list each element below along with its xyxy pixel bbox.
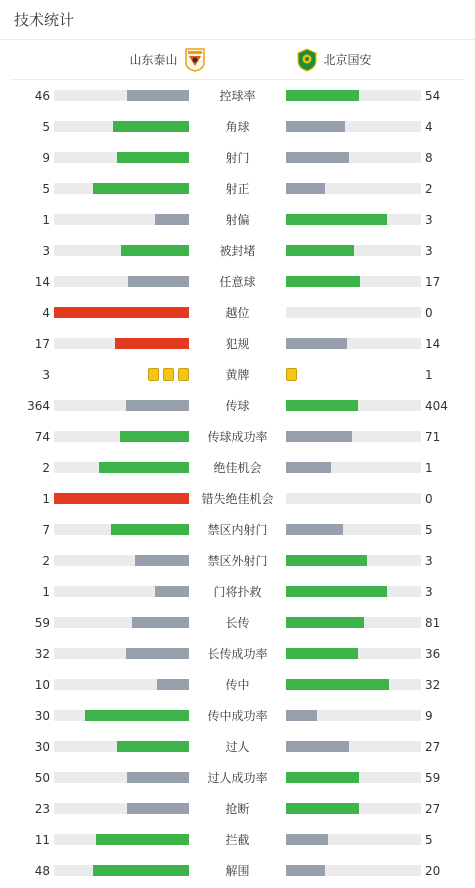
away-stat-value: 20 xyxy=(425,864,441,878)
away-stat-bar xyxy=(286,152,421,163)
away-stat-bar-fill xyxy=(286,555,367,566)
away-stat-value: 5 xyxy=(425,833,433,847)
home-stat-bar-fill xyxy=(111,524,189,535)
home-stat-bar xyxy=(54,617,189,628)
stat-label: 错失绝佳机会 xyxy=(201,492,274,506)
away-stat-bar-fill xyxy=(286,431,352,442)
stat-row xyxy=(0,427,475,447)
home-stat-value: 46 xyxy=(34,89,50,103)
away-stat-bar xyxy=(286,586,421,597)
home-stat-bar xyxy=(54,400,189,411)
away-stat-bar xyxy=(286,679,421,690)
away-stat-bar-fill xyxy=(286,183,325,194)
home-stat-bar-fill xyxy=(115,338,189,349)
stat-row xyxy=(0,303,475,323)
away-yellow-cards xyxy=(286,368,297,381)
home-stat-bar xyxy=(54,865,189,876)
home-stat-value: 364 xyxy=(27,399,50,413)
home-stat-bar xyxy=(54,245,189,256)
away-stat-bar-fill xyxy=(286,276,360,287)
stat-row xyxy=(0,551,475,571)
stat-label: 长传成功率 xyxy=(207,647,268,661)
home-stat-bar-fill xyxy=(132,617,189,628)
yellow-card-icon xyxy=(286,368,297,381)
stat-row xyxy=(0,613,475,633)
away-stat-value: 59 xyxy=(425,771,441,785)
away-stat-bar xyxy=(286,741,421,752)
stat-row xyxy=(0,737,475,757)
away-stat-bar-fill xyxy=(286,462,331,473)
stat-label: 传球成功率 xyxy=(207,430,268,444)
stat-row xyxy=(0,179,475,199)
away-stat-bar xyxy=(286,803,421,814)
home-stat-value: 59 xyxy=(34,616,50,630)
away-stat-bar xyxy=(286,276,421,287)
away-stat-bar-fill xyxy=(286,772,359,783)
away-team[interactable] xyxy=(238,48,466,72)
home-stat-bar xyxy=(54,586,189,597)
away-stat-value: 32 xyxy=(425,678,441,692)
stat-row xyxy=(0,86,475,106)
home-stat-value: 3 xyxy=(42,368,50,382)
stat-row xyxy=(0,830,475,850)
away-stat-bar xyxy=(286,834,421,845)
away-stat-value: 3 xyxy=(425,585,433,599)
home-stat-bar xyxy=(54,276,189,287)
stat-label: 长传 xyxy=(225,616,250,630)
away-stat-bar-fill xyxy=(286,803,359,814)
home-stat-value: 1 xyxy=(42,213,50,227)
home-stat-bar xyxy=(54,648,189,659)
stat-label: 犯规 xyxy=(225,337,250,351)
away-stat-value: 404 xyxy=(425,399,448,413)
home-stat-value: 1 xyxy=(42,492,50,506)
home-stat-bar xyxy=(54,493,189,504)
yellow-card-icon xyxy=(178,368,189,381)
stat-row xyxy=(0,489,475,509)
stat-row xyxy=(0,334,475,354)
home-stat-bar-fill xyxy=(127,803,189,814)
away-stat-bar xyxy=(286,617,421,628)
stat-row xyxy=(0,799,475,819)
home-stat-value: 30 xyxy=(34,709,50,723)
away-stat-bar-fill xyxy=(286,834,328,845)
stat-label: 角球 xyxy=(225,120,250,134)
home-yellow-cards xyxy=(148,368,189,381)
page-title: 技术统计 xyxy=(14,11,75,29)
home-stat-bar-fill xyxy=(117,741,189,752)
home-stat-bar-fill xyxy=(54,307,189,318)
home-stat-value: 17 xyxy=(34,337,50,351)
home-stat-bar-fill xyxy=(135,555,189,566)
home-stat-bar xyxy=(54,121,189,132)
home-stat-bar xyxy=(54,90,189,101)
home-stat-value: 5 xyxy=(42,182,50,196)
away-stat-bar xyxy=(286,648,421,659)
away-stat-bar-fill xyxy=(286,400,358,411)
home-stat-bar-fill xyxy=(93,865,189,876)
away-stat-value: 2 xyxy=(425,182,433,196)
away-stat-bar xyxy=(286,307,421,318)
home-stat-bar-fill xyxy=(85,710,189,721)
home-stat-bar xyxy=(54,710,189,721)
stat-label: 控球率 xyxy=(219,89,256,103)
home-stat-bar-fill xyxy=(155,586,189,597)
stat-label: 黄牌 xyxy=(225,368,250,382)
away-team-name: 北京国安 xyxy=(323,53,372,67)
stat-label: 射偏 xyxy=(225,213,250,227)
yellow-card-icon xyxy=(148,368,159,381)
stat-label: 禁区外射门 xyxy=(207,554,268,568)
away-stat-value: 1 xyxy=(425,368,433,382)
beijing-guoan-logo-icon xyxy=(296,48,318,72)
home-stat-value: 23 xyxy=(34,802,50,816)
home-stat-value: 50 xyxy=(34,771,50,785)
home-stat-bar xyxy=(54,183,189,194)
away-stat-bar xyxy=(286,338,421,349)
home-stat-bar-fill xyxy=(93,183,189,194)
away-stat-bar-fill xyxy=(286,865,325,876)
away-stat-value: 3 xyxy=(425,554,433,568)
away-stat-value: 54 xyxy=(425,89,441,103)
home-stat-bar xyxy=(54,772,189,783)
away-stat-value: 17 xyxy=(425,275,441,289)
stat-label: 门将扑救 xyxy=(213,585,262,599)
stat-row xyxy=(0,117,475,137)
away-stat-value: 27 xyxy=(425,802,441,816)
home-stat-value: 30 xyxy=(34,740,50,754)
away-stat-value: 27 xyxy=(425,740,441,754)
home-stat-bar-fill xyxy=(54,493,189,504)
away-stat-bar xyxy=(286,400,421,411)
away-stat-bar-fill xyxy=(286,121,345,132)
stat-row xyxy=(0,396,475,416)
header xyxy=(0,0,475,40)
away-stat-bar-fill xyxy=(286,245,354,256)
home-stat-value: 10 xyxy=(34,678,50,692)
home-stat-bar xyxy=(54,462,189,473)
away-stat-value: 3 xyxy=(425,244,433,258)
away-stat-bar xyxy=(286,524,421,535)
home-stat-bar-fill xyxy=(126,648,189,659)
stat-row xyxy=(0,148,475,168)
home-stat-bar-fill xyxy=(127,772,189,783)
home-stat-value: 74 xyxy=(34,430,50,444)
away-stat-value: 5 xyxy=(425,523,433,537)
stat-row xyxy=(0,520,475,540)
home-stat-bar xyxy=(54,338,189,349)
away-stat-value: 36 xyxy=(425,647,441,661)
home-stat-bar xyxy=(54,152,189,163)
home-stat-bar xyxy=(54,214,189,225)
away-stat-value: 81 xyxy=(425,616,441,630)
stat-row xyxy=(0,706,475,726)
away-stat-bar xyxy=(286,555,421,566)
home-stat-bar-fill xyxy=(157,679,189,690)
home-stat-value: 7 xyxy=(42,523,50,537)
away-stat-bar xyxy=(286,431,421,442)
stat-label: 越位 xyxy=(225,306,250,320)
stat-label: 传中 xyxy=(225,678,250,692)
away-stat-value: 1 xyxy=(425,461,433,475)
stat-row xyxy=(0,241,475,261)
stat-label: 绝佳机会 xyxy=(213,461,262,475)
away-stat-bar xyxy=(286,214,421,225)
away-stat-bar xyxy=(286,462,421,473)
home-stat-value: 32 xyxy=(34,647,50,661)
away-stat-value: 0 xyxy=(425,492,433,506)
away-stat-bar-fill xyxy=(286,648,358,659)
home-stat-bar xyxy=(54,555,189,566)
away-stat-bar-fill xyxy=(286,710,317,721)
home-stat-bar xyxy=(54,679,189,690)
away-stat-bar-fill xyxy=(286,90,359,101)
home-stat-value: 48 xyxy=(34,864,50,878)
home-stat-bar-fill xyxy=(96,834,189,845)
home-team-name: 山东泰山 xyxy=(129,53,178,67)
away-stat-value: 0 xyxy=(425,306,433,320)
teams-row xyxy=(10,40,465,80)
away-stat-bar xyxy=(286,121,421,132)
away-stat-bar xyxy=(286,865,421,876)
home-stat-bar-fill xyxy=(117,152,189,163)
stat-label: 抢断 xyxy=(225,802,250,816)
home-stat-value: 5 xyxy=(42,120,50,134)
yellow-card-icon xyxy=(163,368,174,381)
home-stat-bar-fill xyxy=(99,462,189,473)
stat-row xyxy=(0,675,475,695)
away-stat-value: 4 xyxy=(425,120,433,134)
away-stat-bar xyxy=(286,710,421,721)
home-stat-bar xyxy=(54,741,189,752)
stat-label: 解围 xyxy=(225,864,250,878)
stat-label: 射正 xyxy=(225,182,250,196)
stat-row xyxy=(0,644,475,664)
home-stat-bar xyxy=(54,834,189,845)
away-stat-value: 71 xyxy=(425,430,441,444)
stat-label: 传中成功率 xyxy=(207,709,268,723)
away-stat-bar-fill xyxy=(286,152,349,163)
stat-label: 被封堵 xyxy=(219,244,256,258)
stat-row xyxy=(0,458,475,478)
home-stat-bar-fill xyxy=(128,276,189,287)
home-stat-value: 1 xyxy=(42,585,50,599)
away-stat-bar xyxy=(286,772,421,783)
away-stat-bar xyxy=(286,245,421,256)
shandong-taishan-logo-icon xyxy=(184,48,206,72)
away-stat-bar-fill xyxy=(286,617,364,628)
stat-row xyxy=(0,365,475,385)
stat-row xyxy=(0,210,475,230)
away-stat-value: 3 xyxy=(425,213,433,227)
home-stat-bar-fill xyxy=(155,214,189,225)
home-stat-value: 14 xyxy=(34,275,50,289)
stat-label: 射门 xyxy=(225,151,250,165)
away-stat-value: 9 xyxy=(425,709,433,723)
home-stat-value: 11 xyxy=(34,833,50,847)
away-stat-bar-fill xyxy=(286,741,349,752)
stat-label: 禁区内射门 xyxy=(207,523,268,537)
home-stat-bar xyxy=(54,803,189,814)
home-stat-bar xyxy=(54,431,189,442)
away-stat-bar xyxy=(286,493,421,504)
stat-row xyxy=(0,768,475,788)
away-stat-value: 14 xyxy=(425,337,441,351)
away-stat-bar-fill xyxy=(286,524,343,535)
away-stat-bar-fill xyxy=(286,679,389,690)
stat-label: 过人 xyxy=(225,740,250,754)
home-stat-bar-fill xyxy=(126,400,189,411)
home-stat-bar-fill xyxy=(127,90,189,101)
stat-row xyxy=(0,272,475,292)
home-stat-bar xyxy=(54,307,189,318)
home-team[interactable] xyxy=(10,48,238,72)
away-stat-bar xyxy=(286,90,421,101)
away-stat-value: 8 xyxy=(425,151,433,165)
home-stat-value: 2 xyxy=(42,554,50,568)
stat-label: 过人成功率 xyxy=(207,771,268,785)
home-stat-value: 9 xyxy=(42,151,50,165)
home-stat-value: 3 xyxy=(42,244,50,258)
away-stat-bar xyxy=(286,183,421,194)
home-stat-bar-fill xyxy=(121,245,189,256)
home-stat-bar-fill xyxy=(113,121,189,132)
home-stat-value: 2 xyxy=(42,461,50,475)
home-stat-value: 4 xyxy=(42,306,50,320)
away-stat-bar-fill xyxy=(286,214,387,225)
stat-label: 任意球 xyxy=(219,275,256,289)
stat-row xyxy=(0,582,475,602)
away-stat-bar-fill xyxy=(286,338,347,349)
away-stat-bar-fill xyxy=(286,586,387,597)
home-stat-bar xyxy=(54,524,189,535)
stat-row xyxy=(0,861,475,881)
stat-label: 传球 xyxy=(225,399,250,413)
stat-label: 拦截 xyxy=(225,833,250,847)
home-stat-bar-fill xyxy=(120,431,189,442)
